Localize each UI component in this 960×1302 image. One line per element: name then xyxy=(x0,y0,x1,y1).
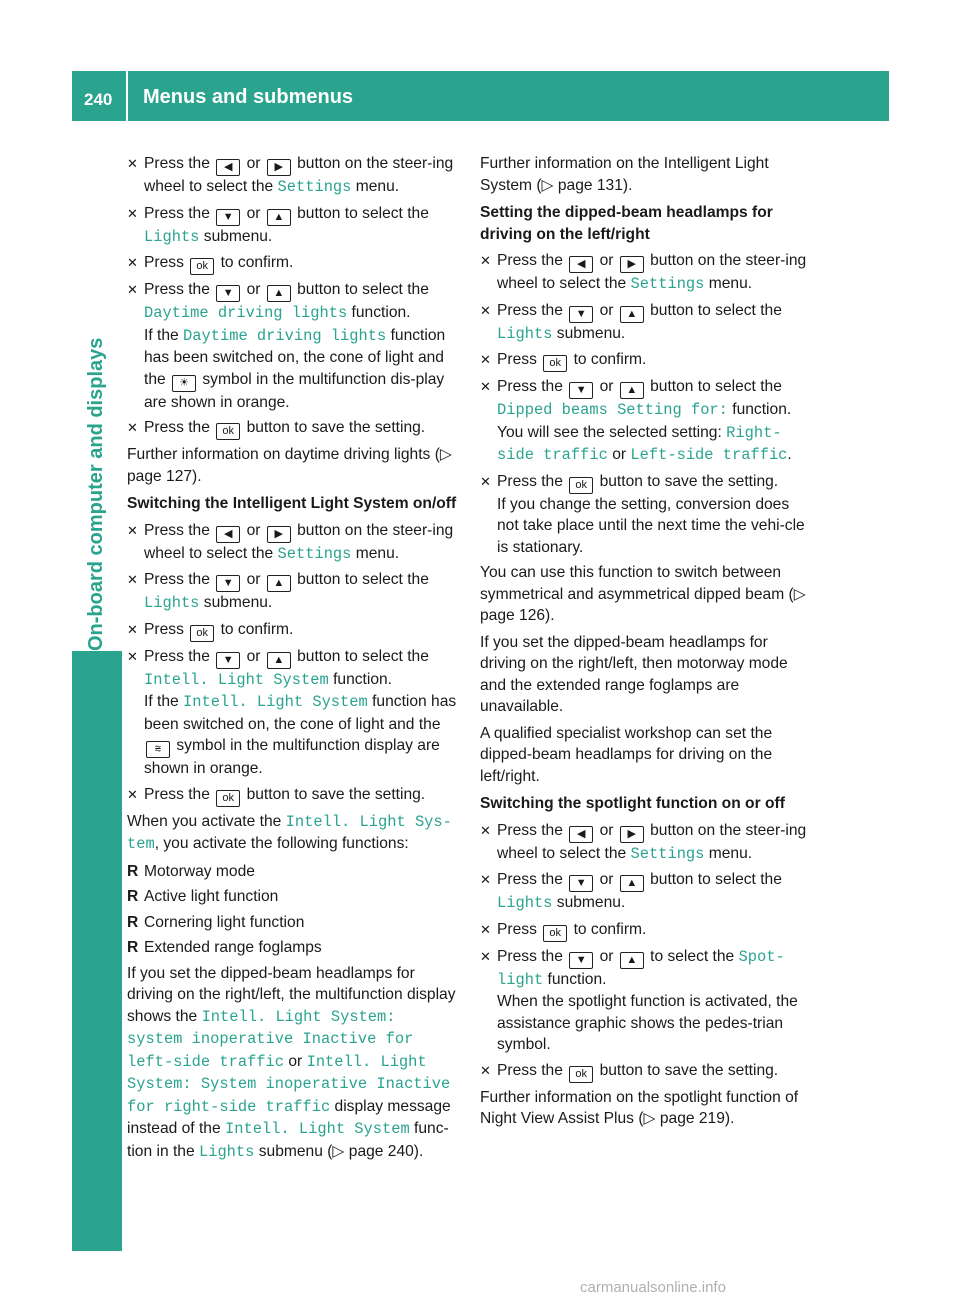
page-header xyxy=(72,71,889,121)
left-arrow-key-icon: ◀ xyxy=(569,826,593,843)
section-heading: Switching the Intelligent Light System on/off xyxy=(127,495,457,512)
up-arrow-key-icon: ▲ xyxy=(620,382,644,399)
chapter-sidebar xyxy=(72,121,122,1251)
page-number: 240 xyxy=(84,90,113,109)
step-arrow-icon: ✕ xyxy=(127,205,138,221)
step: ✕ Press ok to confirm. xyxy=(480,349,815,372)
down-arrow-key-icon: ▼ xyxy=(216,652,240,669)
step: ✕ Press ok to confirm. xyxy=(127,619,460,642)
down-arrow-key-icon: ▼ xyxy=(216,575,240,592)
step-arrow-icon: ✕ xyxy=(480,352,491,367)
step: ✕ Press the ▼ or ▲ button to select the Lights submenu. xyxy=(480,871,782,912)
submenu-lights: Lights xyxy=(497,894,553,912)
section-heading: Setting the dipped-beam headlamps for driving on the left/right xyxy=(480,204,773,243)
paragraph: If you set the dipped-beam headlamps for driving on the right/left, then motorway mode and the extended range foglamps are unavailable. xyxy=(480,633,788,715)
step-arrow-icon: ✕ xyxy=(127,621,138,637)
dipped-beam-symbol-icon: ⩬ xyxy=(146,741,170,758)
paragraph: You can use this function to switch between symmetrical and asymmetrical dipped beam (▷ page 126). xyxy=(480,564,806,624)
reference-arrow-icon: ▷ xyxy=(643,1110,656,1127)
chapter-label: On-board computer and displays xyxy=(85,337,107,651)
function-daytime-lights: Daytime driving lights xyxy=(183,326,387,345)
sun-symbol-icon: ☀ xyxy=(172,375,196,392)
step-arrow-icon: ✕ xyxy=(127,282,138,297)
up-arrow-key-icon: ▲ xyxy=(620,306,644,323)
list-item: R Active light function xyxy=(127,886,460,908)
bullet-icon: R xyxy=(127,939,139,956)
step-arrow-icon: ✕ xyxy=(127,156,138,171)
step-arrow-icon: ✕ xyxy=(127,255,138,270)
right-arrow-key-icon: ▶ xyxy=(267,526,291,543)
down-arrow-key-icon: ▼ xyxy=(569,875,593,892)
step-arrow-icon: ✕ xyxy=(480,872,491,887)
function-spotlight: Spot‐light xyxy=(497,947,785,989)
step: ✕ Press the ◀ or ▶ button on the steer-ing wheel to select the Settings menu. xyxy=(127,155,454,196)
step: ✕ Press the ok button to save the setting. xyxy=(480,1060,815,1083)
reference-arrow-icon: ▷ xyxy=(793,585,806,603)
step-arrow-icon: ✕ xyxy=(480,253,491,268)
step-arrow-icon: ✕ xyxy=(127,572,138,587)
down-arrow-key-icon: ▼ xyxy=(569,306,593,323)
section-heading: Switching the spotlight function on or off xyxy=(480,795,785,812)
step: ✕ Press the ▼ or ▲ button to select the Lights submenu. xyxy=(480,301,782,343)
up-arrow-key-icon: ▲ xyxy=(267,209,291,226)
step: ✕ Press the ▼ or ▲ button to select the Intell. Light System function. If the Intell. Light System function has been switched on, the cone of light and the ⩬ symbol in the multifunction display are shown in orange. xyxy=(127,647,457,777)
page-title: Menus and submenus xyxy=(143,86,354,108)
step-arrow-icon: ✕ xyxy=(480,948,491,964)
function-daytime-lights: Daytime driving lights xyxy=(144,304,348,322)
right-arrow-key-icon: ▶ xyxy=(620,256,644,273)
step: ✕ Press ok to confirm. xyxy=(480,919,815,942)
down-arrow-key-icon: ▼ xyxy=(569,952,593,969)
reference-arrow-icon: ▷ xyxy=(541,176,554,194)
step-arrow-icon: ✕ xyxy=(480,302,491,318)
step-arrow-icon: ✕ xyxy=(127,522,138,538)
list-item: R Motorway mode xyxy=(127,861,460,883)
step: ✕ Press the ok button to save the setting. xyxy=(127,784,460,807)
step: ✕ Press the ▼ or ▲ button to select the Lights submenu. xyxy=(127,204,429,246)
paragraph: If you set the dipped-beam headlamps for driving on the right/left, the multifunction display shows the Intell. Light System: system inoperative Inactive for left-side traffic or Intell. Light System: System inoperative Inactive for right-side traffic display message instead of the Intell. Light System func-tion in the Lights submenu (▷ page 240). xyxy=(127,964,456,1161)
step: ✕ Press the ▼ or ▲ button to select the Dipped beams Setting for: function. You will see the selected setting: Right-side traffic or Left-side traffic. xyxy=(480,378,792,464)
paragraph: Further information on daytime driving lights (▷ page 127). xyxy=(127,446,452,485)
left-arrow-key-icon: ◀ xyxy=(216,159,240,176)
ok-key-icon: ok xyxy=(216,790,240,807)
submenu-lights: Lights xyxy=(144,594,200,612)
menu-settings: Settings xyxy=(630,275,705,293)
left-column xyxy=(127,153,460,1168)
paragraph: Further information on the spotlight function of Night View Assist Plus (▷ page 219). xyxy=(480,1088,799,1127)
ok-key-icon: ok xyxy=(569,1066,593,1083)
right-column xyxy=(480,153,815,1135)
step: ✕ Press the ◀ or ▶ button on the steer-ing wheel to select the Settings menu. xyxy=(480,252,807,293)
ok-key-icon: ok xyxy=(543,925,567,942)
bullet-icon: R xyxy=(127,913,139,931)
submenu-lights: Lights xyxy=(497,324,553,343)
step: ✕ Press the ◀ or ▶ button on the steer-ing wheel to select the Settings menu. xyxy=(480,821,807,863)
watermark: carmanualsonline.info xyxy=(580,1279,726,1296)
ok-key-icon: ok xyxy=(543,355,567,372)
paragraph: Further information on the Intelligent Light System (▷ page 131). xyxy=(480,155,769,194)
chapter-tab-block xyxy=(72,651,122,1251)
step: ✕ Press the ok button to save the setting. xyxy=(127,417,460,440)
menu-settings: Settings xyxy=(277,544,352,563)
step: ✕ Press the ▼ or ▲ button to select the Daytime driving lights function. If the Daytime driving lights function has been switched on, the cone of light and the ☀ symbol in the multifunction dis-play are shown in orange. xyxy=(127,281,446,411)
step-arrow-icon: ✕ xyxy=(127,786,138,802)
step-arrow-icon: ✕ xyxy=(480,921,491,937)
step: ✕ Press the ok button to save the setting. If you change the setting, conversion does not take place until the next time the vehi-cle is stationary. xyxy=(480,472,805,556)
list-item: R Extended range foglamps xyxy=(127,937,460,959)
down-arrow-key-icon: ▼ xyxy=(569,382,593,399)
step: ✕ Press the ▼ or ▲ to select the Spot‐light function. When the spotlight function is activated, the assistance graphic shows the pedes-trian symbol. xyxy=(480,947,798,1053)
ok-key-icon: ok xyxy=(569,477,593,494)
up-arrow-key-icon: ▲ xyxy=(620,875,644,892)
menu-settings: Settings xyxy=(630,844,705,863)
bullet-icon: R xyxy=(127,862,139,880)
right-arrow-key-icon: ▶ xyxy=(620,826,644,843)
step-arrow-icon: ✕ xyxy=(480,1062,491,1078)
down-arrow-key-icon: ▼ xyxy=(216,285,240,302)
function-dipped-beams: Dipped beams Setting for: xyxy=(497,401,728,419)
up-arrow-key-icon: ▲ xyxy=(620,952,644,969)
step: ✕ Press ok to confirm. xyxy=(127,252,460,275)
down-arrow-key-icon: ▼ xyxy=(216,209,240,226)
menu-settings: Settings xyxy=(277,178,352,196)
function-intell-light: Intell. Light System xyxy=(144,670,329,689)
ok-key-icon: ok xyxy=(190,258,214,275)
step-arrow-icon: ✕ xyxy=(480,379,491,394)
paragraph: When you activate the Intell. Light Sys‐tem, you activate the following functions: xyxy=(127,812,452,853)
function-intell-light: Intell. Light System xyxy=(183,693,368,711)
step-arrow-icon: ✕ xyxy=(480,822,491,838)
paragraph: A qualified specialist workshop can set the dipped-beam headlamps for driving on the left/right. xyxy=(480,724,773,785)
reference-arrow-icon: ▷ xyxy=(439,446,452,463)
step-arrow-icon: ✕ xyxy=(127,420,138,435)
left-arrow-key-icon: ◀ xyxy=(569,256,593,273)
step-arrow-icon: ✕ xyxy=(127,648,138,664)
list-item: R Cornering light function xyxy=(127,912,460,934)
step: ✕ Press the ▼ or ▲ button to select the Lights submenu. xyxy=(127,571,429,612)
up-arrow-key-icon: ▲ xyxy=(267,575,291,592)
ok-key-icon: ok xyxy=(216,423,240,440)
up-arrow-key-icon: ▲ xyxy=(267,285,291,302)
left-arrow-key-icon: ◀ xyxy=(216,526,240,543)
submenu-lights: Lights xyxy=(144,227,200,246)
up-arrow-key-icon: ▲ xyxy=(267,652,291,669)
header-divider xyxy=(126,71,128,121)
bullet-icon: R xyxy=(127,888,139,905)
step-arrow-icon: ✕ xyxy=(480,473,491,489)
reference-arrow-icon: ▷ xyxy=(332,1142,345,1160)
ok-key-icon: ok xyxy=(190,625,214,642)
right-arrow-key-icon: ▶ xyxy=(267,159,291,176)
step: ✕ Press the ◀ or ▶ button on the steer-ing wheel to select the Settings menu. xyxy=(127,521,454,563)
